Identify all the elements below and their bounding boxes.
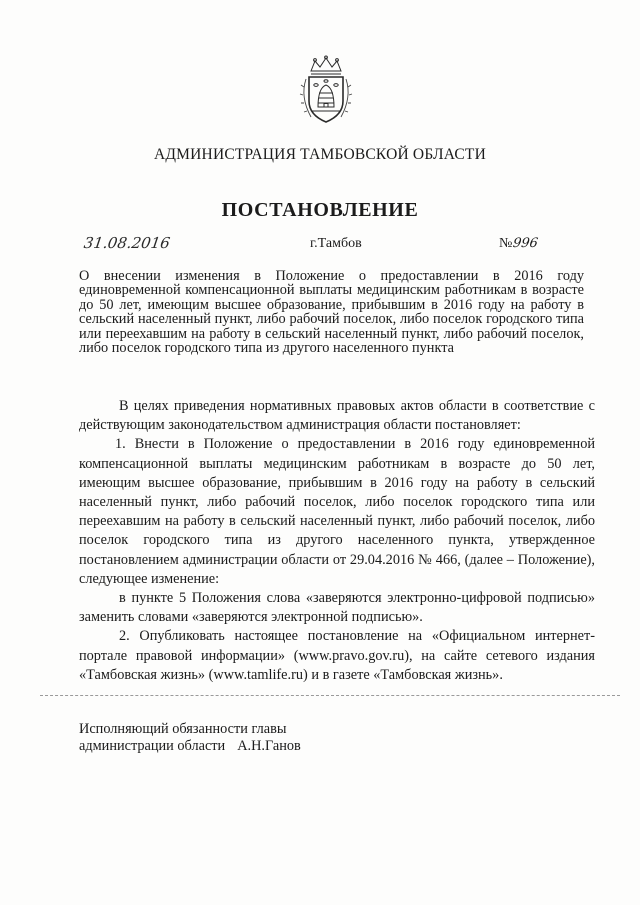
preamble-paragraph: В целях приведения нормативных правовых актов области в соответствие с действующим законодательством администрация области постановляет: <box>79 398 595 434</box>
item-1-change-paragraph: в пункте 5 Положения слова «заверяются электронно-цифровой подписью» заменить словами «заверяются электронной подписью». <box>79 590 595 626</box>
separator-line <box>40 695 620 697</box>
signatory-name: А.Н.Ганов <box>237 737 301 754</box>
number-value: 996 <box>512 236 540 251</box>
number-sign: № <box>499 236 513 251</box>
document-type-title: ПОСТАНОВЛЕНИЕ <box>221 199 419 221</box>
document-number <box>499 236 538 252</box>
document-body <box>79 397 595 685</box>
signatory-position-line-2 <box>79 738 301 755</box>
organization-name: АДМИНИСТРАЦИЯ ТАМБОВСКОЙ ОБЛАСТИ <box>154 146 486 163</box>
signatory-position-line-1: Исполняющий обязанности главы <box>79 721 287 737</box>
item-2-paragraph: 2. Опубликовать настоящее постановление на «Официальном интернет-портале правовой информации» (www.pravo.gov.ru), на сайте сетевого издания «Тамбовская жизнь» (www.tamlife.ru) и в газете «Тамбовская жизнь». <box>79 628 595 683</box>
item-1-paragraph: 1. Внести в Положение о предоставлении в 2016 году единовременной компенсационной выплаты медицинским работникам в возрасте до 50 лет, имеющим высшее образование, прибывшим в 2016 году на работу в сельский населенный пункт, либо рабочий поселок, либо поселок городского типа или переехавшим на работу в сельский населенный пункт, либо рабочий поселок, либо поселок городского типа из другого населенного пункта, утвержденное постановлением администрации области от 29.04.2016 № 466, (далее – Положение), следующее изменение: <box>79 436 595 587</box>
document-subject: О внесении изменения в Положение о предоставлении в 2016 году единовременной компенсационной выплаты медицинским работникам в возрасте до 50 лет, имеющим высшее образование, прибывшим в 2016 году на работу в сельский населенный пункт, либо рабочий поселок, либо поселок городского типа или переехавшим на работу в сельский населенный пункт, либо рабочий поселок, либо поселок городского типа из другого населенного пункта <box>79 268 584 357</box>
tambov-coat-of-arms-icon <box>297 55 355 125</box>
document-city: г.Тамбов <box>310 236 362 251</box>
signatory-position-text: администрации области <box>79 737 226 754</box>
document-date: 31.08.2016 <box>82 234 172 252</box>
signature-block <box>79 721 301 754</box>
